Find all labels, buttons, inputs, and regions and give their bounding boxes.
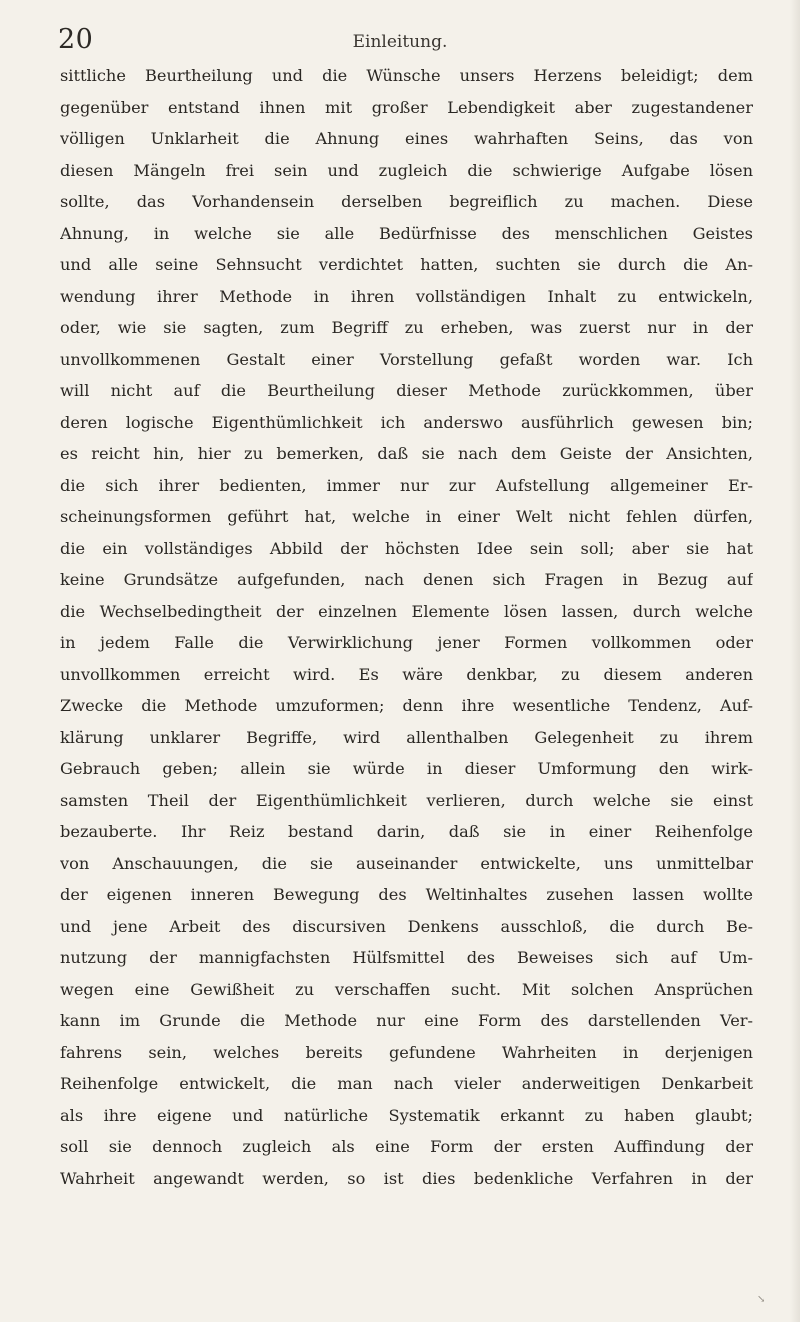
page-header <box>0 18 800 58</box>
text-line: Reihenfolge entwickelt, die man nach vieler anderweitigen Denkarbeit <box>60 1074 753 1093</box>
text-line: scheinungsformen geführt hat, welche in einer Welt nicht fehlen dürfen, <box>60 507 753 526</box>
text-line: wegen eine Gewißheit zu verschaffen sucht. Mit solchen Ansprüchen <box>60 979 753 999</box>
text-line: gegenüber entstand ihnen mit großer Lebendigkeit aber zugestandener <box>60 97 753 117</box>
text-line: Gebrauch geben; allein sie würde in dieser Umformung den wirk- <box>60 759 753 778</box>
text-line: es reicht hin, hier zu bemerken, daß sie nach dem Geiste der Ansichten, <box>60 444 753 463</box>
text-line: kann im Grunde die Methode nur eine Form des darstellenden Ver- <box>60 1011 753 1030</box>
text-line: diesen Mängeln frei sein und zugleich die schwierige Aufgabe lösen <box>60 160 753 180</box>
text-line: Wahrheit angewandt werden, so ist dies bedenkliche Verfahren in der <box>60 1168 753 1188</box>
page-edge-shadow <box>790 0 800 1322</box>
text-line: deren logische Eigenthümlichkeit ich anderswo ausführlich gewesen bin; <box>60 412 753 432</box>
print-mark: ↘ <box>757 1294 766 1305</box>
text-line: die sich ihrer bedienten, immer nur zur Aufstellung allgemeiner Er- <box>60 475 753 495</box>
text-line: Zwecke die Methode umzuformen; denn ihre wesentliche Tendenz, Auf- <box>60 696 753 715</box>
text-line: will nicht auf die Beurtheilung dieser Methode zurückkommen, über <box>60 381 753 400</box>
text-line: völligen Unklarheit die Ahnung eines wahrhaften Seins, das von <box>60 129 753 148</box>
text-line: und alle seine Sehnsucht verdichtet hatten, suchten sie durch die An- <box>60 255 753 274</box>
text-line: soll sie dennoch zugleich als eine Form der ersten Auffindung der <box>60 1137 753 1156</box>
running-head: Einleitung. <box>352 32 448 52</box>
text-line: sollte, das Vorhandensein derselben begreiflich zu machen. Diese <box>60 192 753 211</box>
text-line: die ein vollständiges Abbild der höchsten Idee sein soll; aber sie hat <box>60 538 753 558</box>
text-line: samsten Theil der Eigenthümlichkeit verlieren, durch welche sie einst <box>60 790 753 810</box>
text-line: oder, wie sie sagten, zum Begriff zu erheben, was zuerst nur in der <box>60 318 753 337</box>
body-text <box>60 60 753 1194</box>
text-line: klärung unklarer Begriffe, wird allenthalben Gelegenheit zu ihrem <box>60 727 753 747</box>
text-line: und jene Arbeit des discursiven Denkens ausschloß, die durch Be- <box>60 916 753 936</box>
text-line: von Anschauungen, die sie auseinander entwickelte, uns unmittelbar <box>60 853 753 873</box>
text-line: sittliche Beurtheilung und die Wünsche unsers Herzens beleidigt; dem <box>60 66 753 85</box>
text-line: der eigenen inneren Bewegung des Weltinhaltes zusehen lassen wollte <box>60 885 753 904</box>
text-line: in jedem Falle die Verwirklichung jener Formen vollkommen oder <box>60 633 753 652</box>
text-line: unvollkommenen Gestalt einer Vorstellung gefaßt worden war. Ich <box>60 349 753 369</box>
page-number: 20 <box>58 24 94 55</box>
text-line: Ahnung, in welche sie alle Bedürfnisse des menschlichen Geistes <box>60 223 753 243</box>
text-line: keine Grundsätze aufgefunden, nach denen sich Fragen in Bezug auf <box>60 570 753 589</box>
text-line: die Wechselbedingtheit der einzelnen Elemente lösen lassen, durch welche <box>60 601 753 621</box>
text-line: bezauberte. Ihr Reiz bestand darin, daß sie in einer Reihenfolge <box>60 822 753 841</box>
text-line: nutzung der mannigfachsten Hülfsmittel des Beweises sich auf Um- <box>60 948 753 967</box>
text-line: als ihre eigene und natürliche Systematik erkannt zu haben glaubt; <box>60 1105 753 1125</box>
text-line: wendung ihrer Methode in ihren vollständigen Inhalt zu entwickeln, <box>60 286 753 306</box>
text-line: fahrens sein, welches bereits gefundene Wahrheiten in derjenigen <box>60 1042 753 1062</box>
text-line: unvollkommen erreicht wird. Es wäre denkbar, zu diesem anderen <box>60 664 753 684</box>
